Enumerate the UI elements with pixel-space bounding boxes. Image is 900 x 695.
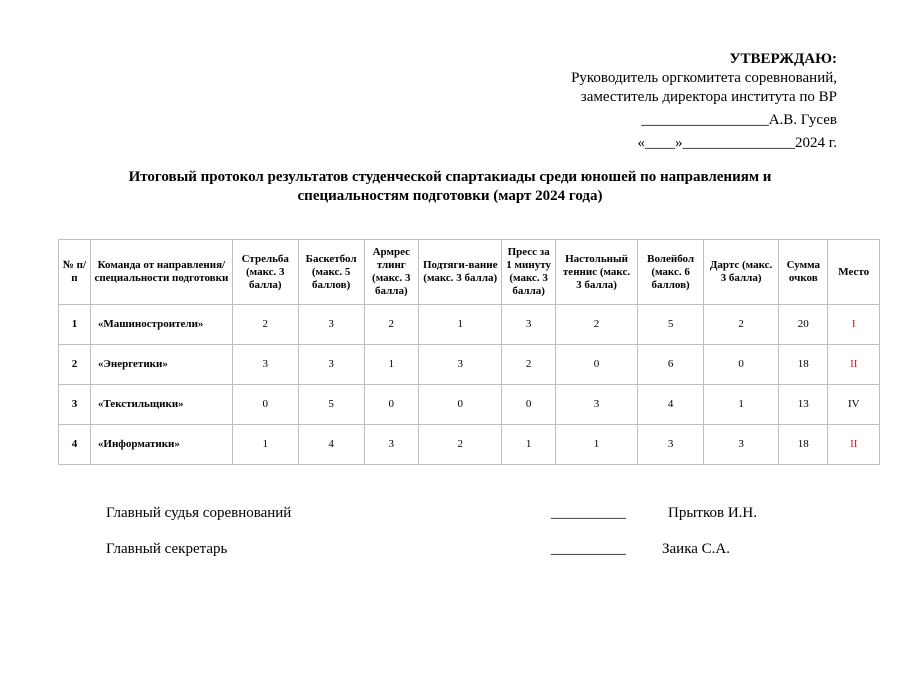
table-header-row <box>59 240 880 305</box>
document-title <box>60 168 840 206</box>
score-cell: 2 <box>502 345 555 385</box>
score-cell: 4 <box>638 385 704 425</box>
score-cell: 2 <box>555 305 637 345</box>
table-row <box>59 385 880 425</box>
approval-position-line1: Руководитель оргкомитета соревнований, <box>571 70 837 86</box>
score-cell: 3 <box>419 345 502 385</box>
score-cell: 3 <box>298 345 364 385</box>
header-basketball: Баскетбол (макс. 5 баллов) <box>298 240 364 305</box>
judge-role: Главный судья соревнований <box>106 505 292 521</box>
approval-position-line2: заместитель директора института по ВР <box>580 89 837 105</box>
score-cell: 3 <box>232 345 298 385</box>
header-armwrestling: Армрес тлинг (макс. 3 балла) <box>364 240 419 305</box>
score-cell: 5 <box>638 305 704 345</box>
score-cell: 2 <box>232 305 298 345</box>
judge-name: Прытков И.Н. <box>668 505 757 521</box>
title-line1: Итоговый протокол результатов студенческой спартакиады среди юношей по направлениям и <box>128 169 772 185</box>
score-cell: 2 <box>364 305 419 345</box>
score-cell: 0 <box>555 345 637 385</box>
approval-signature-line: _________________А.В. Гусев <box>641 112 837 128</box>
header-place: Место <box>828 240 880 305</box>
table-row <box>59 345 880 385</box>
header-darts: Дартс (макс. 3 балла) <box>704 240 779 305</box>
score-cell: 2 <box>419 425 502 465</box>
score-cell: 1 <box>704 385 779 425</box>
judge-signature-line: __________ <box>551 505 626 521</box>
header-pullups: Подтяги-вание (макс. 3 балла) <box>419 240 502 305</box>
header-shooting: Стрельба (макс. 3 балла) <box>232 240 298 305</box>
score-cell: 0 <box>364 385 419 425</box>
score-cell: 3 <box>555 385 637 425</box>
sum-cell: 20 <box>779 305 828 345</box>
team-name: «Энергетики» <box>90 345 232 385</box>
row-number: 1 <box>59 305 91 345</box>
place-cell: IV <box>828 385 880 425</box>
results-table <box>58 239 880 465</box>
header-table-tennis: Настольный теннис (макс. 3 балла) <box>555 240 637 305</box>
row-number: 4 <box>59 425 91 465</box>
row-number: 3 <box>59 385 91 425</box>
header-volleyball: Волейбол (макс. 6 баллов) <box>638 240 704 305</box>
score-cell: 3 <box>704 425 779 465</box>
header-sum: Сумма очков <box>779 240 828 305</box>
score-cell: 3 <box>638 425 704 465</box>
score-cell: 0 <box>502 385 555 425</box>
score-cell: 3 <box>298 305 364 345</box>
approval-block <box>571 50 837 153</box>
header-number: № п/п <box>59 240 91 305</box>
approval-date-line: «____»_______________2024 г. <box>637 135 837 151</box>
header-team: Команда от направления/ специальности подготовки <box>90 240 232 305</box>
table-row <box>59 425 880 465</box>
score-cell: 4 <box>298 425 364 465</box>
score-cell: 3 <box>364 425 419 465</box>
team-name: «Текстильщики» <box>90 385 232 425</box>
place-cell: II <box>828 425 880 465</box>
place-cell: II <box>828 345 880 385</box>
score-cell: 1 <box>232 425 298 465</box>
score-cell: 1 <box>502 425 555 465</box>
team-name: «Информатики» <box>90 425 232 465</box>
table-row <box>59 305 880 345</box>
title-line2: специальностям подготовки (март 2024 года) <box>297 188 603 204</box>
score-cell: 6 <box>638 345 704 385</box>
secretary-name: Заика С.А. <box>662 541 731 557</box>
team-name: «Машиностроители» <box>90 305 232 345</box>
sum-cell: 18 <box>779 425 828 465</box>
row-number: 2 <box>59 345 91 385</box>
sum-cell: 18 <box>779 345 828 385</box>
score-cell: 0 <box>704 345 779 385</box>
score-cell: 1 <box>419 305 502 345</box>
secretary-role: Главный секретарь <box>106 541 228 557</box>
score-cell: 1 <box>364 345 419 385</box>
score-cell: 5 <box>298 385 364 425</box>
secretary-signature-line: __________ <box>551 541 626 557</box>
score-cell: 0 <box>232 385 298 425</box>
score-cell: 0 <box>419 385 502 425</box>
header-press: Пресс за 1 минуту (макс. 3 балла) <box>502 240 555 305</box>
sum-cell: 13 <box>779 385 828 425</box>
score-cell: 1 <box>555 425 637 465</box>
approval-heading: УТВЕРЖДАЮ: <box>729 51 837 67</box>
score-cell: 3 <box>502 305 555 345</box>
score-cell: 2 <box>704 305 779 345</box>
place-cell: I <box>828 305 880 345</box>
